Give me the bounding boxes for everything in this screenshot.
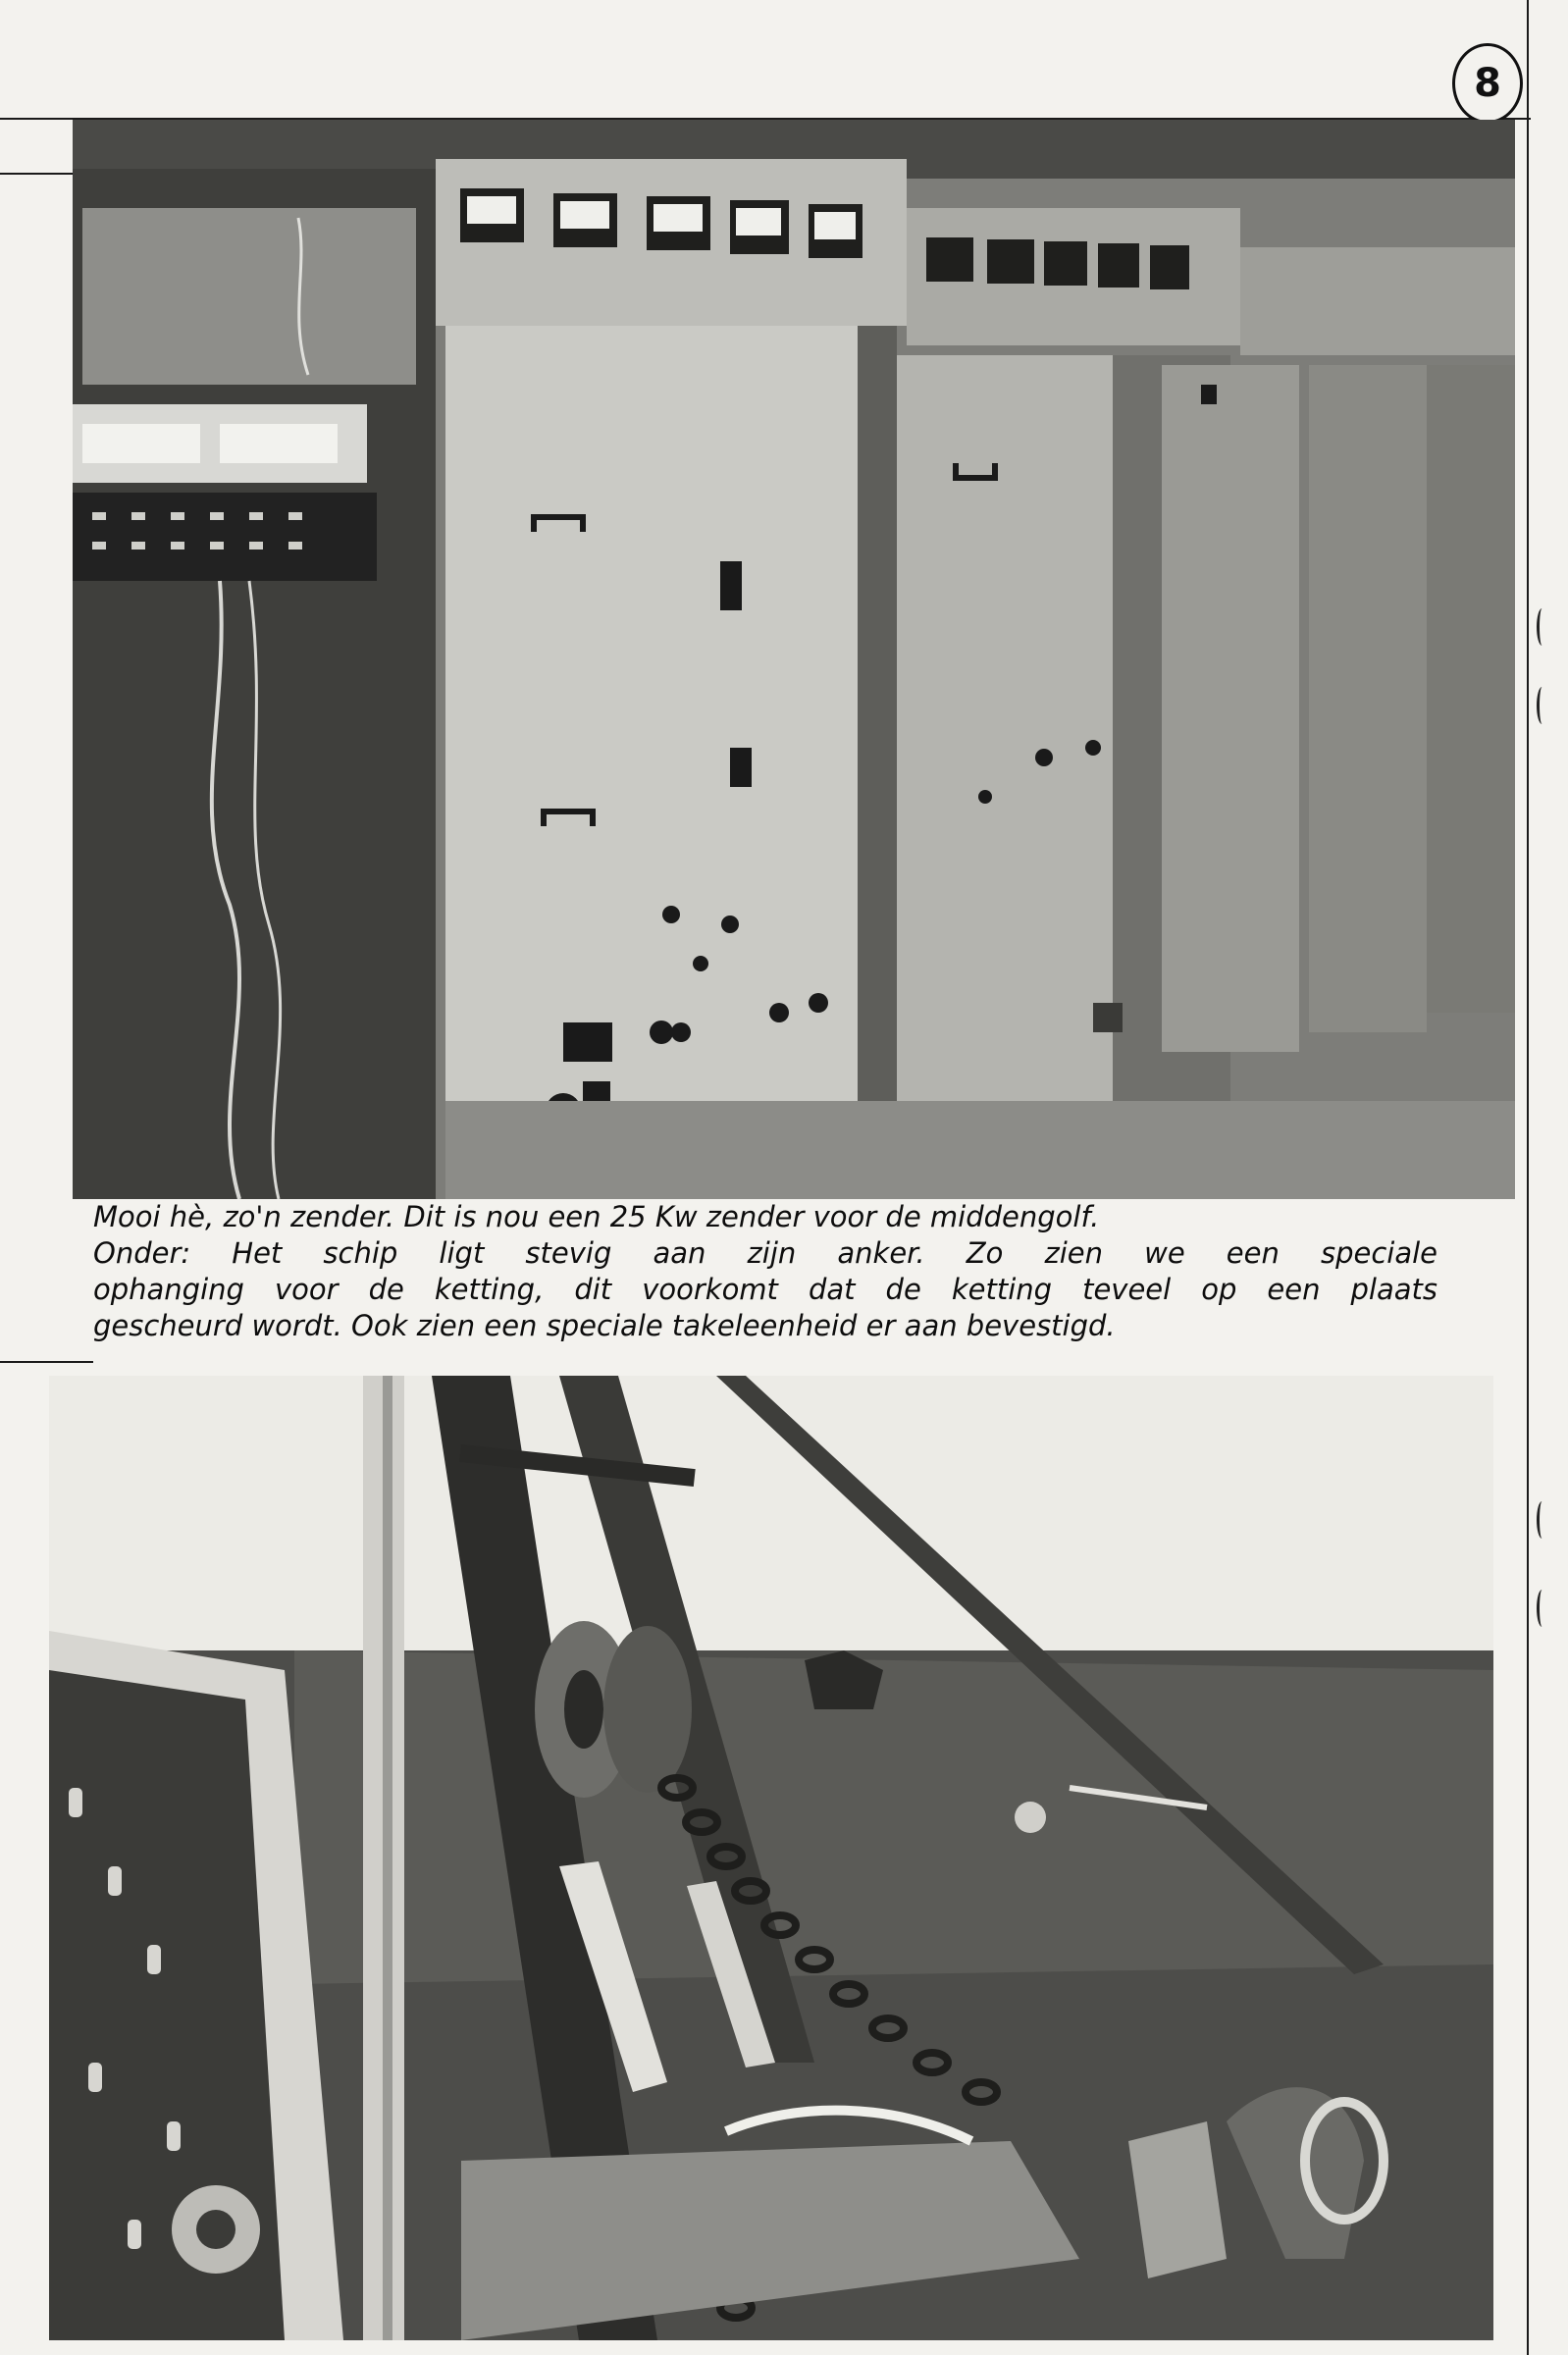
caption-line: Onder: Het schip ligt stevig aan zijn anker. Zo zien we een speciale	[93, 1236, 1437, 1270]
page-number: 8	[1452, 43, 1523, 124]
margin-mark	[1537, 608, 1547, 646]
caption-line: gescheurd wordt. Ook zien een speciale takeleenheid er aan bevestigd.	[93, 1309, 1116, 1342]
transmitter-photo-image	[73, 120, 1515, 1199]
margin-mark	[1537, 687, 1547, 724]
right-border-rule	[1527, 0, 1529, 2355]
caption-line: Mooi hè, zo'n zender. Dit is nou een 25 Kw zender voor de middengolf.	[93, 1200, 1100, 1233]
anchor-chain-photo	[49, 1376, 1493, 2340]
margin-mark	[1537, 1501, 1547, 1539]
caption-divider-rule	[0, 1361, 93, 1363]
top-inner-rule	[0, 173, 73, 175]
transmitter-photo	[73, 120, 1515, 1199]
margin-mark	[1537, 1590, 1547, 1627]
caption-line: ophanging voor de ketting, dit voorkomt dat de ketting teveel op een plaats	[93, 1273, 1437, 1306]
photo-caption	[93, 1199, 1437, 1344]
anchor-chain-photo-image	[49, 1376, 1493, 2340]
